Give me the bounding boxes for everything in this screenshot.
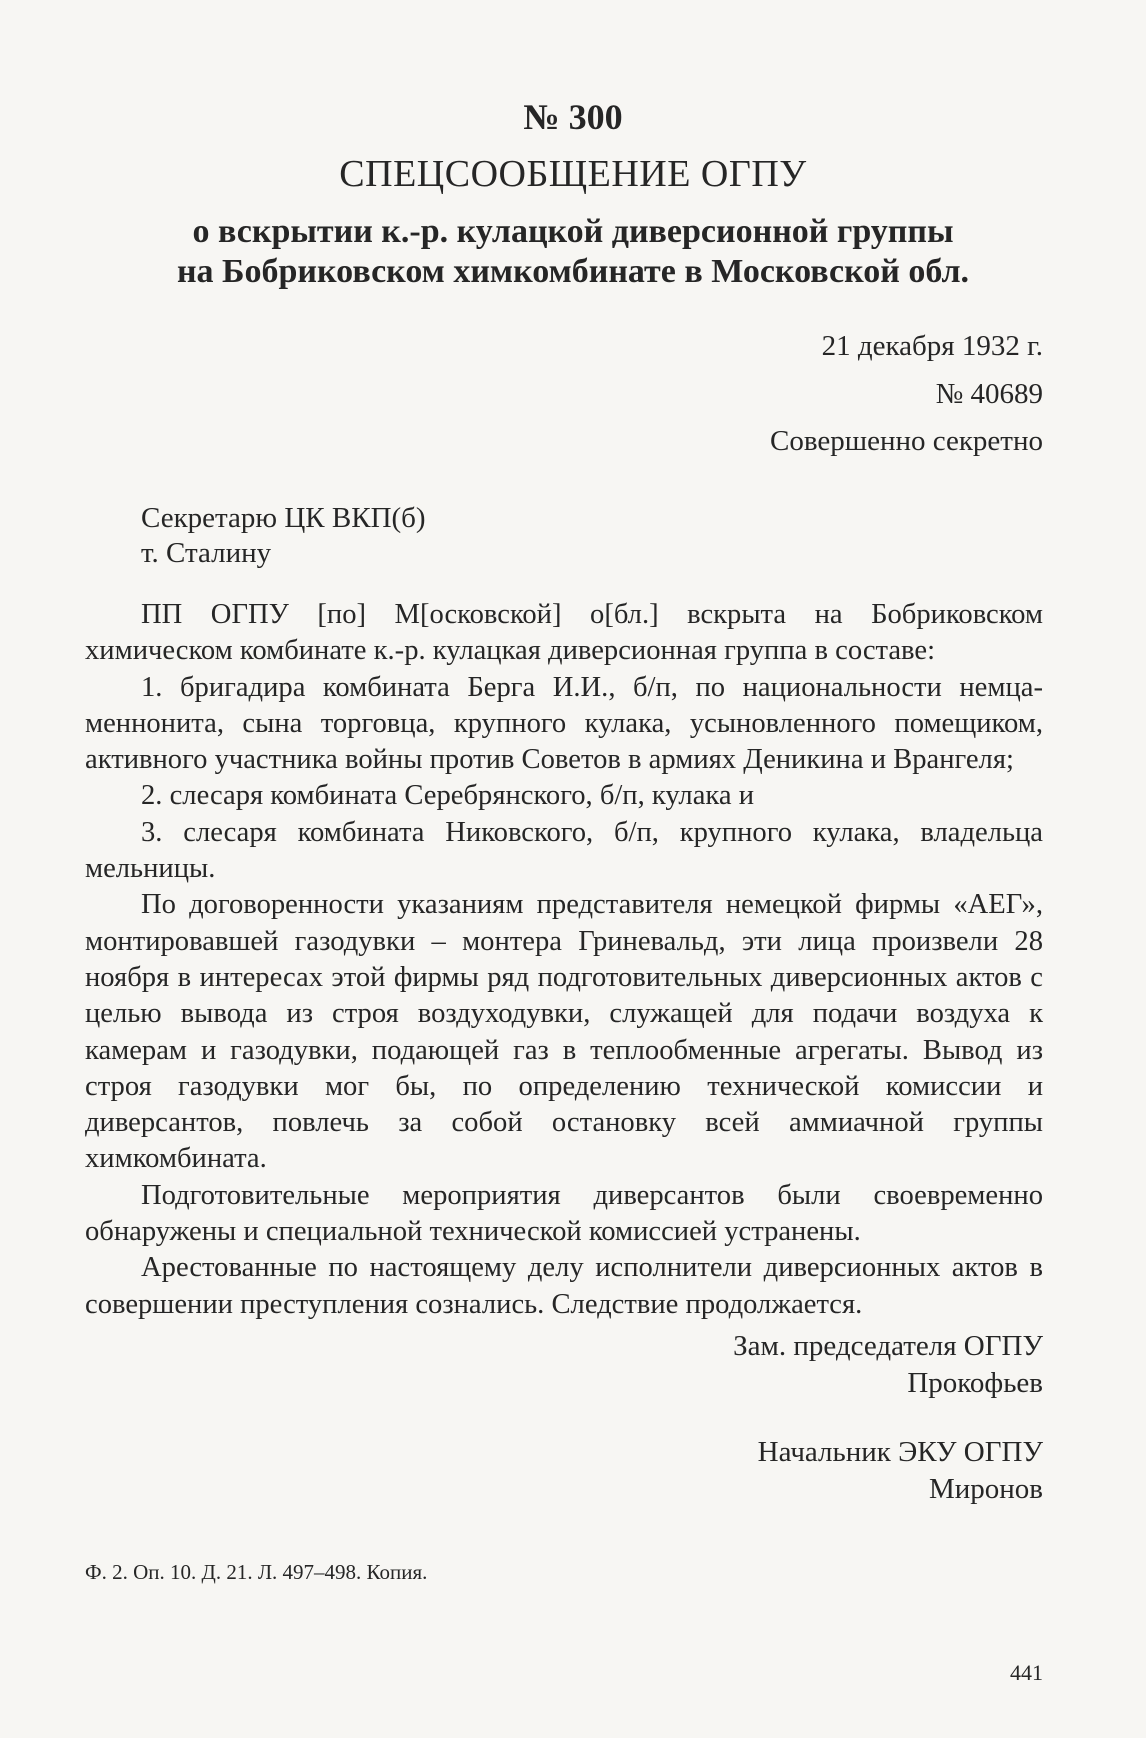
document-type-heading: СПЕЦСООБЩЕНИЕ ОГПУ <box>339 153 807 195</box>
addressee-line-1: Секретарю ЦК ВКП(б) <box>141 502 426 534</box>
document-date: 21 декабря 1932 г. <box>821 330 1043 362</box>
member-item-1 <box>85 670 1043 779</box>
document-number: № 300 <box>523 97 623 137</box>
archival-source-note: Ф. 2. Оп. 10. Д. 21. Л. 497–498. Копия. <box>85 1560 428 1584</box>
member-text: слесаря комбината Никовского, б/п, крупного кулака, владельца мельницы. <box>85 816 1044 885</box>
classification-stamp: Совершенно секретно <box>770 425 1043 457</box>
signature-title-1: Зам. председателя ОГПУ <box>733 1330 1043 1362</box>
subtitle-line-1: о вскрытии к.-р. кулацкой диверсионной группы <box>192 213 954 250</box>
subtitle-line-2: на Бобриковском химкомбинате в Московской обл. <box>176 253 970 290</box>
signature-name-2: Миронов <box>928 1473 1043 1505</box>
signature-title-2: Начальник ЭКУ ОГПУ <box>757 1436 1043 1468</box>
addressee-line-2: т. Сталину <box>141 537 272 569</box>
page-number: 441 <box>1010 1660 1043 1685</box>
member-index: 2. <box>141 780 163 812</box>
signature-name-1: Прокофьев <box>907 1367 1043 1399</box>
member-index: 1. <box>141 671 163 703</box>
body-paragraph-3: Подготовительные мероприятия диверсантов были своевременно обнаружены и специальной технической комиссией устранены. <box>85 1179 1043 1248</box>
member-text: слесаря комбината Серебрянского, б/п, кулака и <box>169 780 754 812</box>
member-item-2 <box>85 778 1043 814</box>
registration-number: № 40689 <box>935 378 1043 410</box>
member-item-3 <box>85 815 1043 888</box>
document-body <box>85 597 1043 1323</box>
member-index: 3. <box>141 816 163 848</box>
body-paragraph-2: По договоренности указаниям представителя немецкой фирмы «АЕГ», монтировавшей газодувки – монтера Гриневальд, эти лица произвели 28 ноября в интересах этой фирмы ряд подготовительных диверсионных актов с целью вывода из строя воздуходувки, служащей для подачи воздуха к камерам и газодувки, подающей газ в теплообменные агрегаты. Вывод из строя газодувки мог бы, по определению технической комиссии и диверсантов, повлечь за собой остановку всей аммиачной группы химкомбината. <box>85 889 1043 1175</box>
body-paragraph-4: Арестованные по настоящему делу исполнители диверсионных актов в совершении преступления сознались. Следствие продолжается. <box>85 1252 1043 1320</box>
member-text: бригадира комбината Берга И.И., б/п, по национальности немца-меннонита, сына торговца, крупного кулака, усыновленного помещиком, активного участника войны против Советов в армиях Деникина и Врангеля; <box>85 671 1043 776</box>
body-intro-paragraph: ПП ОГПУ [по] М[осковской] о[бл.] вскрыта на Бобриковском химическом комбинате к.-р. кулацкая диверсионная группа в составе: <box>85 599 1043 667</box>
